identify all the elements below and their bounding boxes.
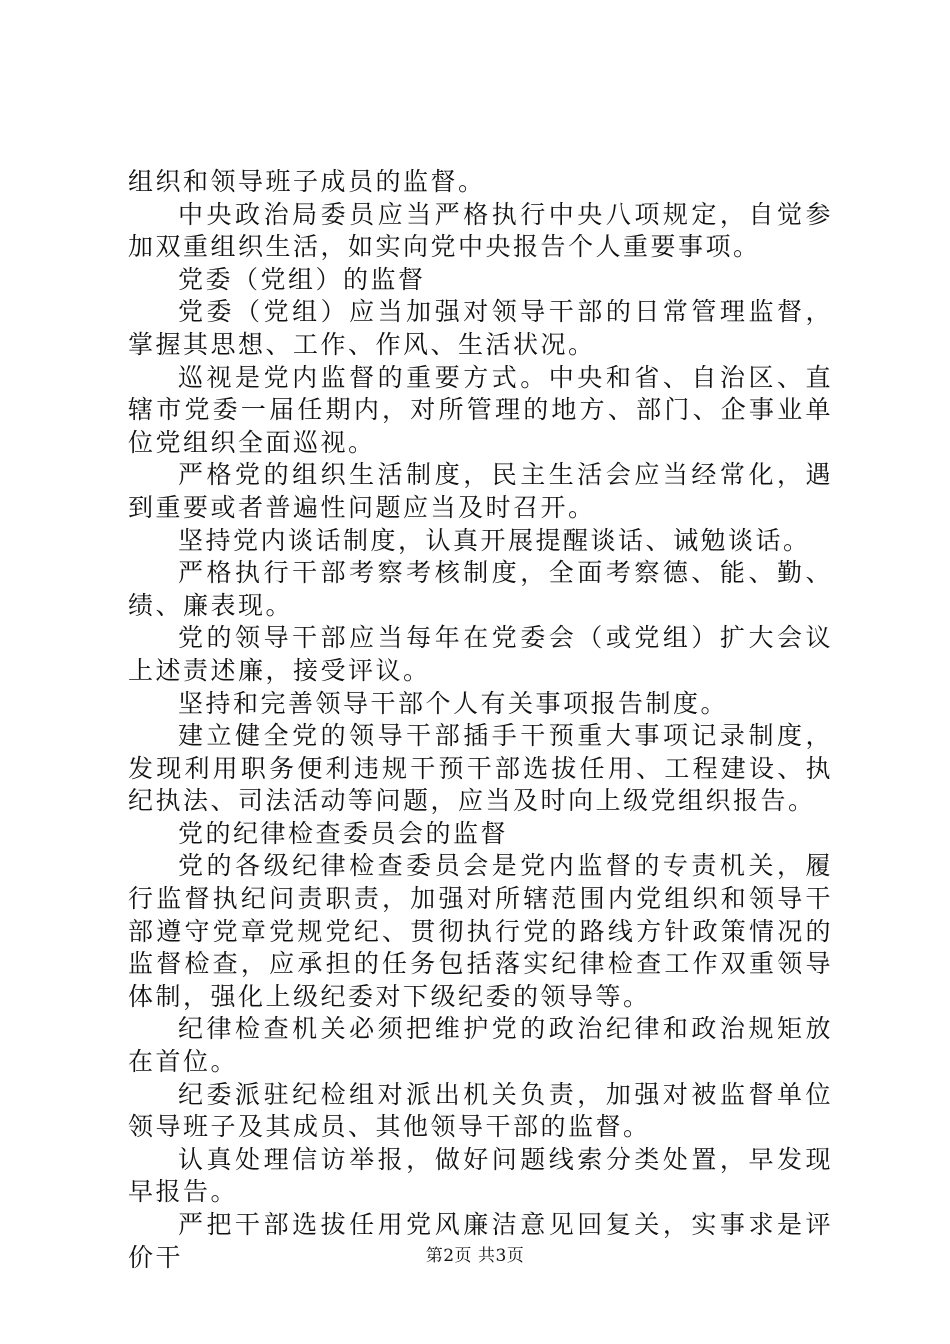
paragraph: 纪委派驻纪检组对派出机关负责，加强对被监督单位领导班子及其成员、其他领导干部的监督。	[128, 1079, 833, 1142]
paragraph: 坚持和完善领导干部个人有关事项报告制度。	[178, 688, 729, 718]
paragraph: 中央政治局委员应当严格执行中央八项规定，自觉参加双重组织生活，如实向党中央报告个人重要事项。	[128, 199, 833, 262]
paragraph: 严把干部选拔任用党风廉洁意见回复关，实事求是评价干	[128, 1210, 833, 1272]
paragraph: 党的各级纪律检查委员会是党内监督的专责机关，履行监督执纪问责职责，加强对所辖范围内党组织和领导干部遵守党章党规党纪、贯彻执行党的路线方针政策情况的监督检查，应承担的任务包括落实纪律检查工作双重领导体制，强化上级纪委对下级纪委的领导等。	[128, 851, 833, 1011]
paragraph: 建立健全党的领导干部插手干预重大事项记录制度，发现利用职务便利违规干预干部选拔任用、工程建设、执纪执法、司法活动等问题，应当及时向上级党组织报告。	[128, 721, 833, 816]
paragraph: 认真处理信访举报，做好问题线索分类处置，早发现早报告。	[128, 1144, 833, 1207]
paragraph: 严格执行干部考察考核制度，全面考察德、能、勤、绩、廉表现。	[128, 558, 833, 620]
paragraph-continuation: 组织和领导班子成员的监督。	[128, 167, 486, 196]
section-heading: 党的纪律检查委员会的监督	[178, 818, 509, 848]
paragraph: 党的领导干部应当每年在党委会（或党组）扩大会议上述责述廉，接受评议。	[128, 623, 833, 685]
document-body	[128, 166, 833, 1274]
paragraph: 党委（党组）应当加强对领导干部的日常管理监督，掌握其思想、工作、作风、生活状况。	[128, 297, 833, 359]
paragraph: 巡视是党内监督的重要方式。中央和省、自治区、直辖市党委一届任期内，对所管理的地方、部门、企事业单位党组织全面巡视。	[128, 362, 833, 457]
page-number-footer: 第2页 共3页	[425, 1246, 525, 1266]
section-heading: 党委（党组）的监督	[178, 264, 426, 294]
paragraph: 坚持党内谈话制度，认真开展提醒谈话、诫勉谈话。	[178, 525, 811, 555]
paragraph: 严格党的组织生活制度，民主生活会应当经常化，遇到重要或者普遍性问题应当及时召开。	[128, 460, 833, 522]
paragraph: 纪律检查机关必须把维护党的政治纪律和政治规矩放在首位。	[128, 1014, 833, 1077]
